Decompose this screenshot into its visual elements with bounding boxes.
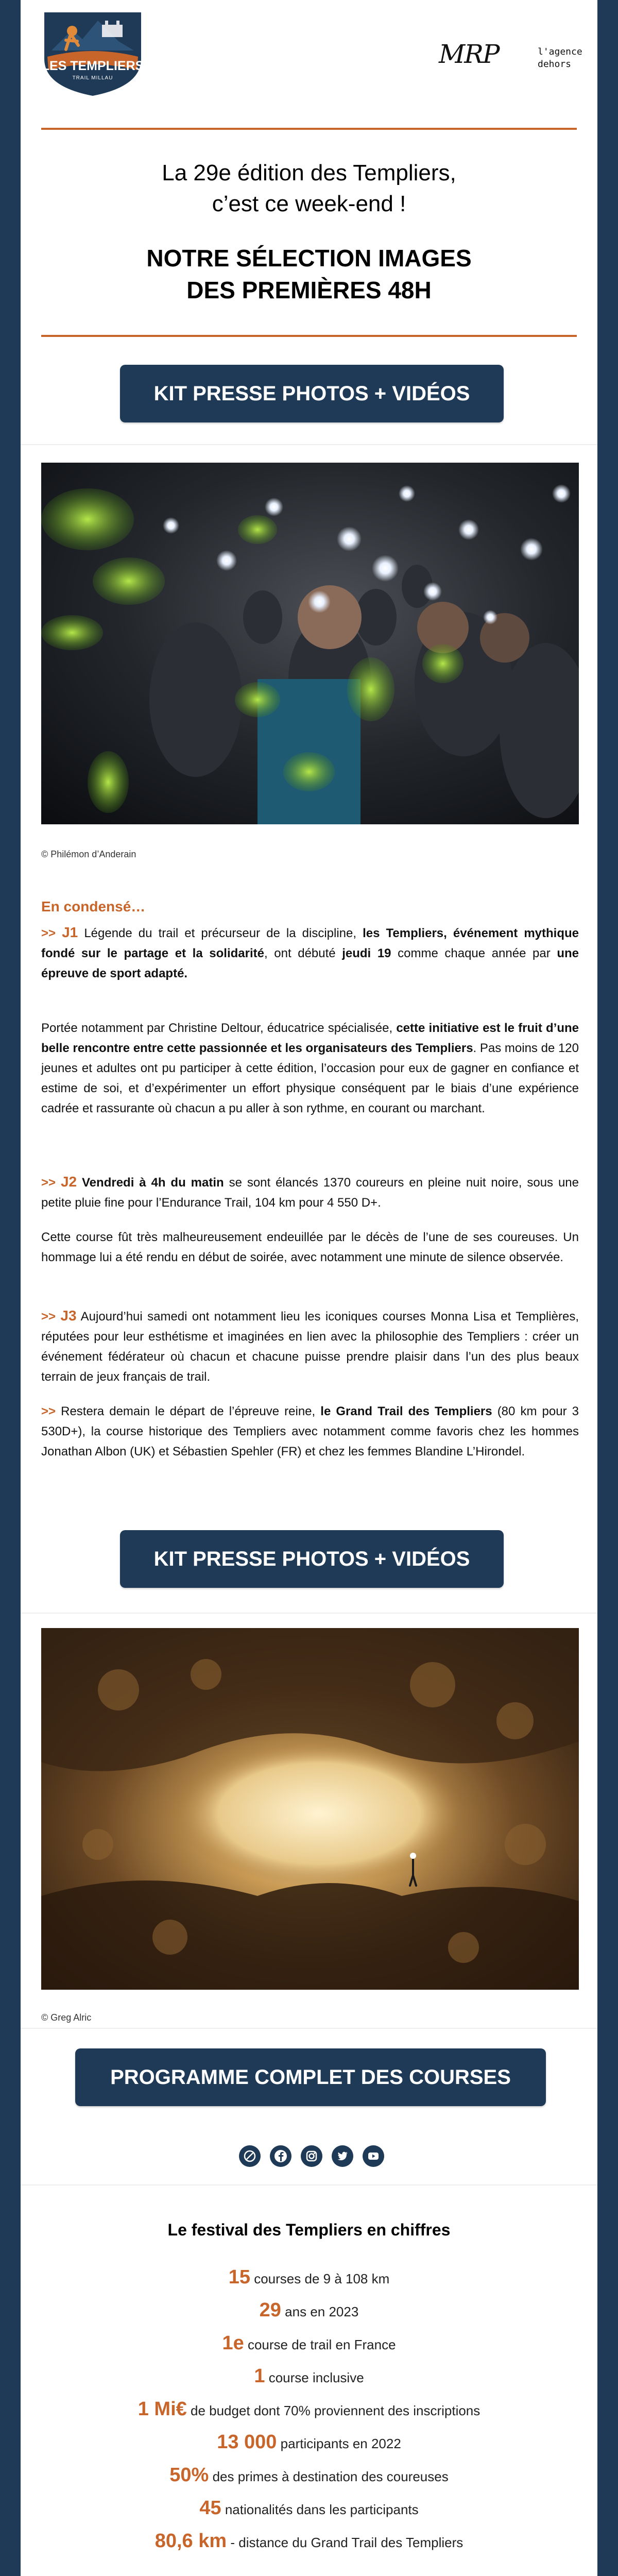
logo-subtitle: TRAIL MILLAU — [72, 75, 113, 81]
programme-button[interactable]: PROGRAMME COMPLET DES COURSES — [75, 2048, 546, 2106]
stat-item — [41, 2296, 577, 2325]
stat-value: 13 000 — [217, 2431, 277, 2453]
section-separator-3 — [21, 2028, 597, 2029]
section-separator-2 — [21, 1613, 597, 1614]
agency-tagline-1: l'agence — [538, 46, 582, 57]
selection-headline-line1: NOTRE SÉLECTION IMAGES — [146, 245, 472, 272]
j2-text-b: se sont élancés 1370 coureurs en pleine nuit noire, sous une petite pluie fine pour l’Endurance Trail, 104 km pour 4 550 D+. — [41, 1176, 579, 1210]
p2-text-c: . Pas moins de 120 jeunes et adultes ont pu participer à cette édition, l’occasion pour eux de gagner en confiance et estime de soi, et d’expérimenter un effort physique conséquent par le biais d’une expérience cadrée et rassurante où chacun a pu aller à son rythme, en courant ou marchant. — [41, 1041, 579, 1115]
stat-value: 15 — [228, 2266, 250, 2288]
j1-arrow: >> — [41, 926, 56, 940]
stat-item — [41, 2362, 577, 2391]
kit-presse-button-1[interactable]: KIT PRESSE PHOTOS + VIDÉOS — [120, 365, 504, 422]
paragraph-deltour — [41, 1018, 579, 1118]
p2-text-b: cette initiative est le fruit d’une belle rencontre entre cette passionnée et les organisateurs des Templiers — [41, 1021, 579, 1055]
paragraph-j3 — [41, 1306, 579, 1387]
stat-value: 1 Mi€ — [138, 2398, 187, 2420]
stat-label: course inclusive — [265, 2370, 364, 2385]
p6-arrow: >> — [41, 1404, 56, 1418]
j2-text-a: Vendredi à 4h du matin — [82, 1176, 224, 1190]
stat-item — [41, 2329, 577, 2358]
j1-text-a: Légende du trail et précurseur de la discipline, — [84, 926, 363, 940]
agency-name: MRP — [439, 39, 499, 69]
selection-headline — [41, 242, 577, 306]
p2-text-a: Portée notamment par Christine Deltour, éducatrice spécialisée, — [41, 1021, 397, 1035]
stats-title: Le festival des Templiers en chiffres — [167, 2221, 451, 2239]
stat-item — [41, 2461, 577, 2489]
paragraph-j2 — [41, 1172, 579, 1213]
stat-value: 45 — [199, 2497, 221, 2519]
stat-label: de budget dont 70% proviennent des inscriptions — [186, 2403, 480, 2418]
facebook-icon[interactable] — [270, 2145, 291, 2167]
stat-label: participants en 2022 — [277, 2436, 401, 2451]
templiers-logo[interactable] — [41, 9, 144, 98]
bottom-divider — [41, 335, 577, 337]
stat-label: ans en 2023 — [281, 2304, 359, 2319]
stat-item — [41, 2494, 577, 2522]
stat-value: 1e — [222, 2332, 244, 2354]
agency-logo[interactable] — [439, 39, 593, 75]
p6-text-a: Restera demain le départ de l’épreuve reine, — [56, 1404, 321, 1418]
section-separator-4 — [21, 2184, 597, 2185]
stat-item — [41, 2263, 577, 2292]
cave-photo — [41, 1628, 579, 1990]
website-icon[interactable] — [239, 2145, 261, 2167]
j1-text-c: , ont débuté — [264, 946, 342, 960]
condense-heading: En condensé… — [41, 899, 146, 914]
stat-label: des primes à destination des coureuses — [209, 2469, 449, 2484]
youtube-icon[interactable] — [363, 2145, 384, 2167]
photo-credit-1: © Philémon d’Anderain — [41, 849, 136, 859]
twitter-icon[interactable] — [332, 2145, 353, 2167]
paragraph-j1 — [41, 922, 579, 984]
j3-text: Aujourd’hui samedi ont notamment lieu les iconiques courses Monna Lisa et Templières, réputées pour leur esthétisme et imaginées en lien avec la philosophie des Templiers : créer un événement fédérateur où chacun et chacune puisse prendre plaisir dans l’un des plus beaux terrain de jeux français de trail. — [41, 1310, 579, 1384]
stat-value: 1 — [254, 2365, 265, 2387]
stat-item — [41, 2527, 577, 2555]
edition-headline-line1: La 29e édition des Templiers, — [162, 160, 456, 185]
stat-item — [41, 2395, 577, 2424]
j1-text-f: une épreuve de sport adapté. — [41, 946, 579, 980]
stat-label: - distance du Grand Trail des Templiers — [227, 2535, 464, 2550]
photo-credit-2: © Greg Alric — [41, 2012, 92, 2023]
j2-arrow: >> — [41, 1176, 56, 1190]
stat-label: nationalités dans les participants — [221, 2502, 419, 2517]
selection-headline-line2: DES PREMIÈRES 48H — [186, 277, 432, 303]
stat-item — [41, 2428, 577, 2456]
p6-text-b: le Grand Trail des Templiers — [320, 1404, 492, 1418]
j1-text-d: jeudi 19 — [342, 946, 391, 960]
templiers-logo-graphic — [41, 9, 144, 98]
p6-text-c: (80 km pour 3 530D+), la course historique des Templiers avec notamment comme favoris chez les hommes Jonathan Albon (UK) et Sébastien Spehler (FR) et chez les femmes Blandine L’Hirondel. — [41, 1404, 579, 1459]
j1-label: J1 — [62, 924, 78, 940]
stat-label: courses de 9 à 108 km — [250, 2271, 390, 2286]
newsletter-card — [21, 0, 597, 2576]
j3-label: J3 — [60, 1308, 77, 1324]
instagram-icon[interactable] — [301, 2145, 322, 2167]
stat-value: 50% — [169, 2464, 209, 2486]
agency-tagline-2: dehors — [538, 59, 572, 70]
paragraph-grand-trail — [41, 1401, 579, 1462]
edition-headline-line2: c’est ce week-end ! — [212, 191, 406, 216]
j1-text-e: comme chaque année par — [391, 946, 557, 960]
stat-value: 80,6 km — [154, 2530, 227, 2552]
logo-title: LES TEMPLIERS — [41, 59, 144, 73]
paragraph-hommage: Cette course fût très malheureusement endeuillée par le décès de l’une de ses coureuses. Un hommage lui a été rendu en début de soirée, avec notamment une minute de silence observée. — [41, 1230, 579, 1264]
night-start-photo — [41, 463, 579, 824]
section-separator — [21, 444, 597, 445]
j3-arrow: >> — [41, 1310, 56, 1324]
j2-label: J2 — [60, 1174, 77, 1190]
edition-headline — [41, 158, 577, 219]
stat-label: course de trail en France — [244, 2337, 396, 2352]
stat-value: 29 — [259, 2299, 281, 2321]
j1-text-b: les Templiers, événement mythique fondé sur le partage et la solidarité — [41, 926, 579, 960]
kit-presse-button-2[interactable]: KIT PRESSE PHOTOS + VIDÉOS — [120, 1530, 504, 1588]
top-divider — [41, 128, 577, 130]
